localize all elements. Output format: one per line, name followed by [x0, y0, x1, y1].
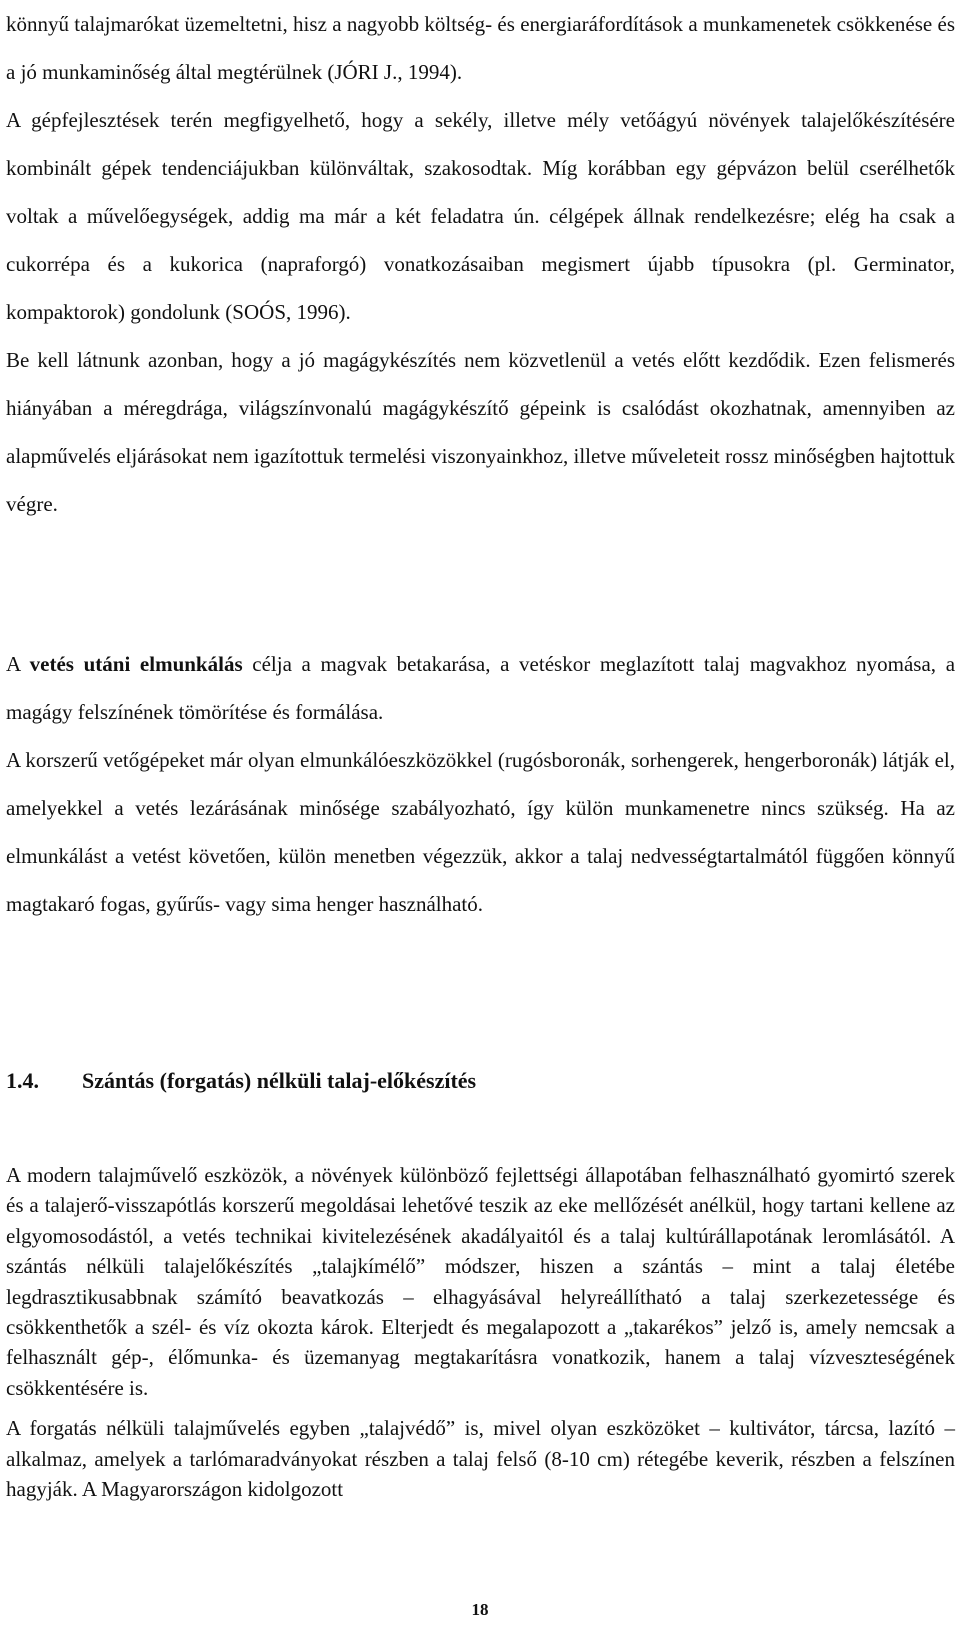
paragraph-elmunkalas-rest: célja a magvak betakarása, a vetéskor meglazított talaj magvakhoz nyomása, a magágy felszínének tömörítése és formálása. — [6, 652, 956, 724]
paragraph-korszeru-vetogepek: A korszerű vetőgépeket már olyan elmunkálóeszközökkel (rugósboronák, sorhengerek, hengerboronák) látják el, amelyekkel a vetés lezárásának minősége szabályozható, így külön munkamenetre nincs szükség. Ha az elmunkálást a vetést követően, külön menetben végezzük, akkor a talaj nedvességtartalmától függően könnyű magtakaró fogas, gyűrűs- vagy sima henger használható. — [6, 748, 955, 916]
page-number: 18 — [471, 1600, 489, 1619]
text-block-bottom — [6, 1160, 955, 1504]
section-number: 1.4. — [6, 1068, 39, 1093]
text-block-elmunkalas — [6, 640, 955, 928]
paragraph-modern-talajmuvelo: A modern talajművelő eszközök, a növények különböző fejlettségi állapotában felhasználható gyomirtó szerek és a talajerő-visszapótlás korszerű megoldásai lehetővé teszik az eke mellőzését anélkül, hogy tartani kellene az elgyomosodástól, a vetés technikai kivitelezésének akadályaitól és a talaj kultúrállapotának leromlásától. A szántás nélküli talajelőkészítés „talajkímélő” módszer, hiszen a szántás – mint a talaj életébe legdrasztikusabbnak számító beavatkozás – elhagyásával helyreállítható a talaj szerkezetessége és csökkenthetők a szél- és víz okozta károk. Elterjedt és megalapozott a „takarékos” jelző is, amely nemcsak a felhasznált gép-, élőmunka- és üzemanyag megtakarításra vonatkozik, hanem a talaj vízveszteségének csökkentésére is. — [6, 1163, 955, 1400]
term-vetes-utani-elmunkalas: vetés utáni elmunkálás — [29, 652, 243, 676]
paragraph-elmunkalas — [6, 640, 955, 736]
text-block-top — [6, 0, 955, 528]
paragraph-gepfejlesztesek: A gépfejlesztések terén megfigyelhető, hogy a sekély, illetve mély vetőágyú növények talajelőkészítésére kombinált gépek tendenciájukban különváltak, szakosodtak. Míg korábban egy gépvázon belül cserélhetők voltak a művelőegységek, addig ma már a két feladatra ún. célgépek állnak rendelkezésre; elég ha csak a cukorrépa és a kukorica (napraforgó) vonatkozásaiban megismert újabb típusokra (pl. Germinator, kompaktorok) gondolunk (SOÓS, 1996). — [6, 108, 955, 324]
paragraph-magagykeszites: Be kell látnunk azonban, hogy a jó magágykészítés nem közvetlenül a vetés előtt kezdődik. Ezen felismerés hiányában a méregdrága, világszínvonalú magágykészítő gépeink is csalódást okozhatnak, amennyiben az alapművelés eljárásokat nem igazítottuk termelési viszonyainkhoz, illetve műveleteit rossz minőségben hajtottuk végre. — [6, 348, 955, 516]
section-heading — [6, 1068, 476, 1094]
section-title: Szántás (forgatás) nélküli talaj-előkészítés — [82, 1068, 477, 1093]
paragraph-elmunkalas-lead: A — [6, 652, 30, 676]
paragraph-talajmarok: könnyű talajmarókat üzemeltetni, hisz a nagyobb költség- és energiaráfordítások a munkamenetek csökkenése és a jó munkaminőség által megtérülnek (JÓRI J., 1994). — [6, 12, 955, 84]
paragraph-forgatas-nelkuli: A forgatás nélküli talajművelés egyben „talajvédő” is, mivel olyan eszközöket – kultivátor, tárcsa, lazító – alkalmaz, amelyek a tarlómaradványokat részben a talaj felső (8-10 cm) rétegébe keverik, részben a felszínen hagyják. A Magyarországon kidolgozott — [6, 1416, 955, 1502]
